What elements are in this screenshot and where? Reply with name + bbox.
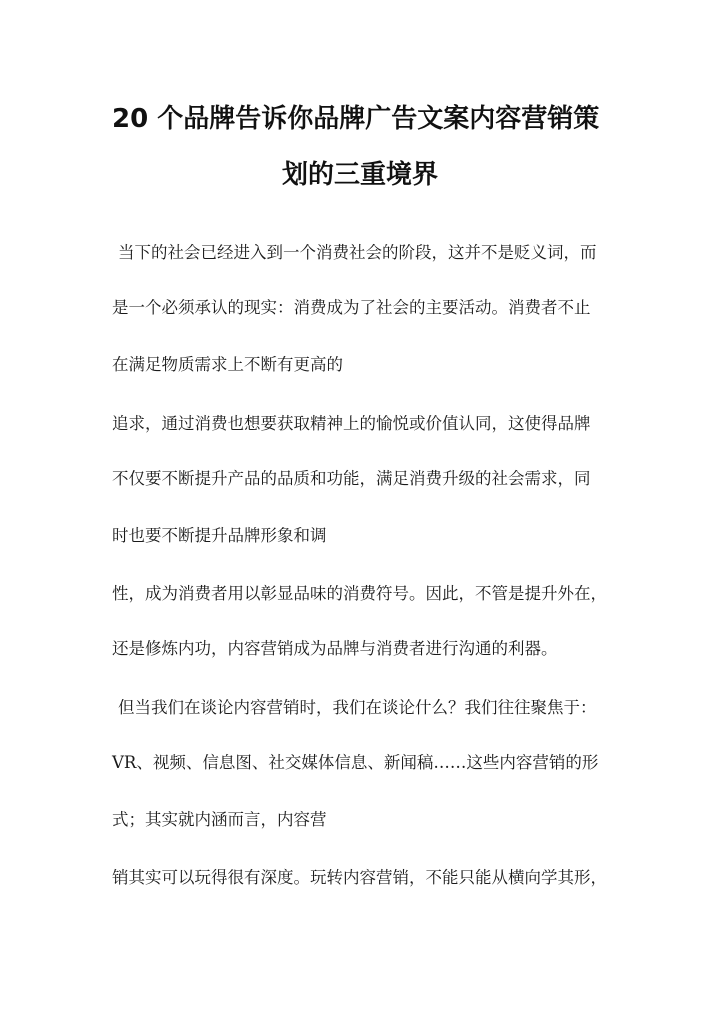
body-line: 性，成为消费者用以彰显品味的消费符号。因此，不管是提升外在， (112, 584, 607, 603)
body-line: 式；其实就内涵而言，内容营 (112, 810, 327, 829)
body-line: VR、视频、信息图、社交媒体信息、新闻稿……这些内容营销的形 (112, 753, 599, 772)
body-line: 是一个必须承认的现实：消费成为了社会的主要活动。消费者不止 (112, 298, 591, 317)
body-line: 当下的社会已经进入到一个消费社会的阶段，这并不是贬义词，而 (118, 243, 597, 262)
body-line: 不仅要不断提升产品的品质和功能，满足消费升级的社会需求，同 (112, 469, 591, 488)
document-title-line-2: 划的三重境界 (282, 160, 439, 190)
body-line: 在满足物质需求上不断有更高的 (112, 355, 343, 374)
body-line: 销其实可以玩得很有深度。玩转内容营销，不能只能从横向学其形， (112, 868, 607, 887)
body-line: 但当我们在谈论内容营销时，我们在谈论什么？我们往往聚焦于： (118, 698, 597, 717)
document-title-line-1: 20 个品牌告诉你品牌广告文案内容营销策 (112, 104, 600, 134)
body-line: 追求，通过消费也想要获取精神上的愉悦或价值认同，这使得品牌 (112, 414, 591, 433)
body-line: 还是修炼内功，内容营销成为品牌与消费者进行沟通的利器。 (112, 639, 558, 658)
body-line: 时也要不断提升品牌形象和调 (112, 526, 327, 545)
